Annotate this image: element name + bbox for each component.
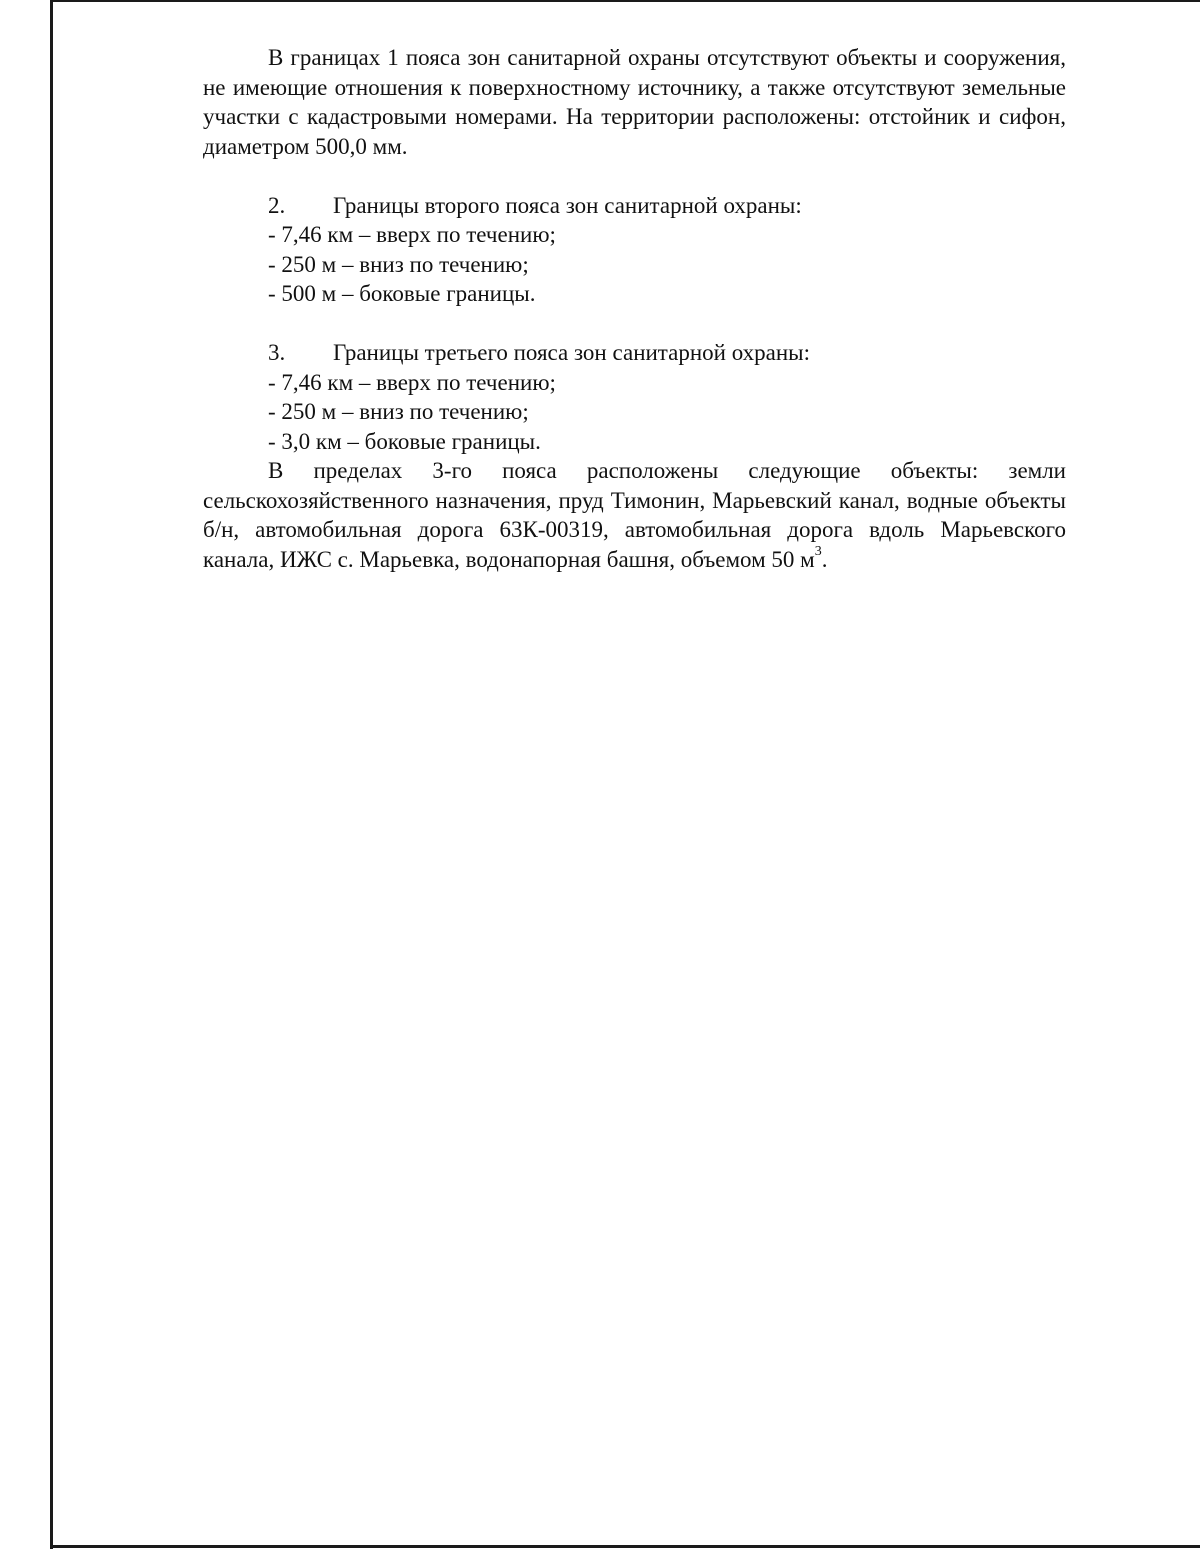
list-item: - 7,46 км – вверх по течению; (268, 222, 556, 247)
document-body (203, 43, 1066, 574)
paragraph-zone-3-text: В пределах 3-го пояса расположены следующие объекты: земли сельскохозяйственного назначения, пруд Тимонин, Марьевский канал, водные объекты б/н, автомобильная дорога 63К-00319, автомобильная дорога вдоль Марьевского канала, ИЖС с. Марьевка, водонапорная башня, объемом 50 м (203, 458, 1066, 572)
paragraph-zone-1: В границах 1 пояса зон санитарной охраны отсутствуют объекты и сооружения, не имеющие отношения к поверхностному источнику, а также отсутствуют земельные участки с кадастровыми номерами. На территории расположены: отстойник и сифон, диаметром 500,0 мм. (203, 45, 1066, 159)
scan-border-bottom (50, 1545, 1200, 1548)
list-item: - 7,46 км – вверх по течению; (268, 369, 556, 395)
list-item: - 3,0 км – боковые границы. (268, 428, 541, 454)
paragraph-ending: . (821, 546, 828, 572)
superscript-cubic: 3 (814, 543, 822, 559)
section-2-number: 2. (268, 192, 286, 218)
paragraph-zone-3-objects (203, 456, 1066, 574)
scan-border-left (50, 0, 53, 1549)
section-2-heading (203, 191, 1066, 221)
list-item: - 250 м – вниз по течению; (268, 399, 529, 424)
spacer (203, 309, 1066, 339)
scan-border-top (50, 0, 1200, 2)
list-item: - 250 м – вниз по течению; (268, 251, 529, 277)
spacer (203, 161, 1066, 191)
section-3-title: Границы третьего пояса зон санитарной охраны: (333, 340, 811, 365)
section-3-number: 3. (268, 340, 286, 365)
list-item: - 500 м – боковые границы. (268, 281, 536, 306)
section-2-title: Границы второго пояса зон санитарной охраны: (333, 192, 802, 218)
section-3-heading (203, 338, 1066, 368)
